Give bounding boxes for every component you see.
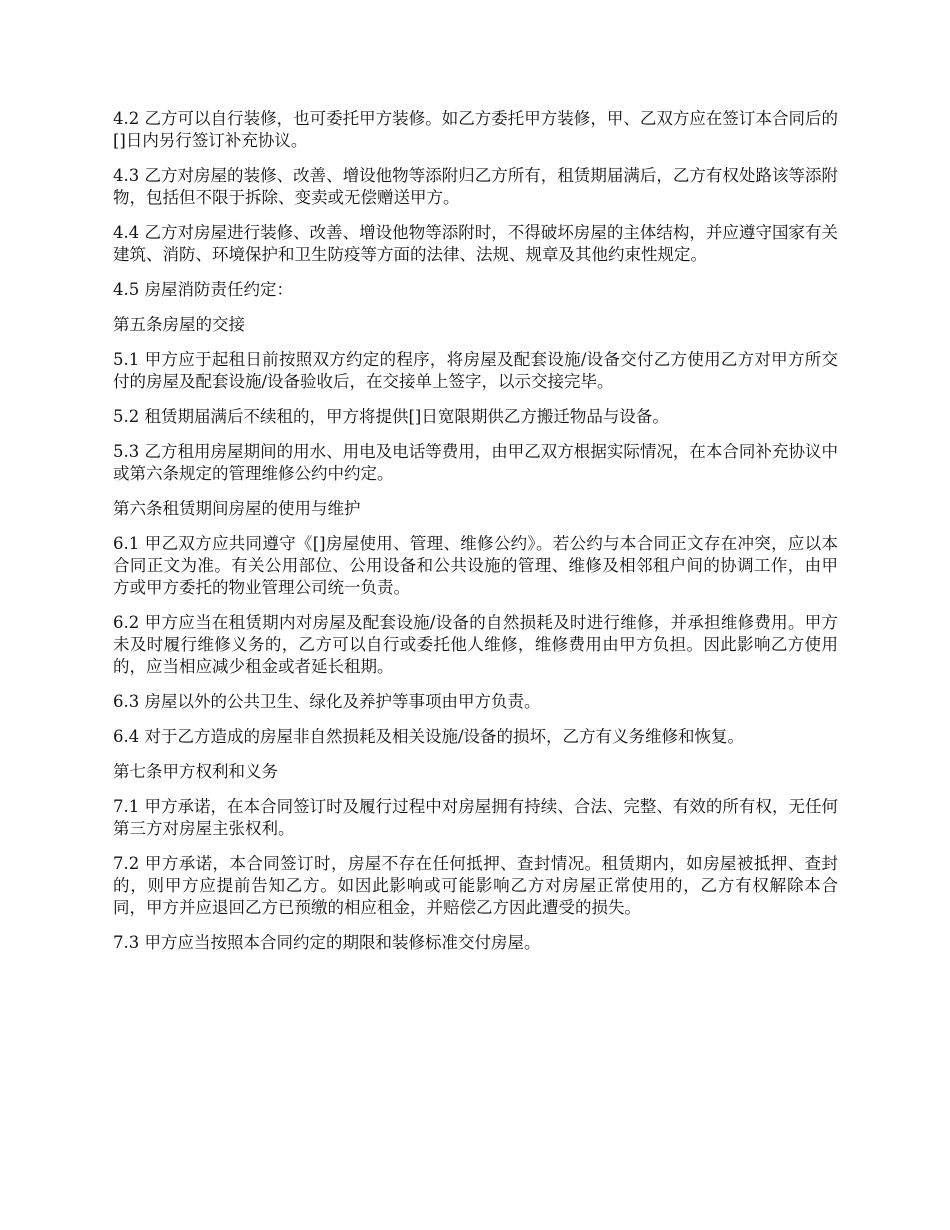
clause-5-2: 5.2 租赁期届满后不续租的，甲方将提供[]日宽限期供乙方搬迁物品与设备。 xyxy=(113,407,669,426)
clause-6-3: 6.3 房屋以外的公共卫生、绿化及养护等事项由甲方负责。 xyxy=(113,692,541,711)
clause-6-4: 6.4 对于乙方造成的房屋非自然损耗及相关设施/设备的损坏，乙方有义务维修和恢复。 xyxy=(113,727,745,746)
clause-4-2: 4.2 乙方可以自行装修，也可委托甲方装修。如乙方委托甲方装修，甲、乙双方应在签订本合同后的[]日内另行签订补充协议。 xyxy=(113,109,838,150)
clause-4-3: 4.3 乙方对房屋的装修、改善、增设他物等添附归乙方所有，租赁期届满后，乙方有权处路该等添附物，包括但不限于拆除、变卖或无偿赠送甲方。 xyxy=(113,166,838,207)
article-6-heading: 第六条租赁期间房屋的使用与维护 xyxy=(113,499,361,518)
clause-7-3: 7.3 甲方应当按照本合同约定的期限和装修标准交付房屋。 xyxy=(113,933,541,952)
article-7-heading: 第七条甲方权利和义务 xyxy=(113,762,278,781)
clause-4-5: 4.5 房屋消防责任约定： xyxy=(113,280,293,299)
clause-7-2: 7.2 甲方承诺，本合同签订时，房屋不存在任何抵押、查封情况。租赁期内，如房屋被抵押、查封的，则甲方应提前告知乙方。如因此影响或可能影响乙方对房屋正常使用的，乙方有权解除本合同，甲方并应退回乙方已预缴的相应租金，并赔偿乙方因此遭受的损失。 xyxy=(113,854,838,917)
clause-6-1: 6.1 甲乙双方应共同遵守《[]房屋使用、管理、维修公约》。若公约与本合同正文存在冲突，应以本合同正文为准。有关公用部位、公用设备和公共设施的管理、维修及相邻租户间的协调工作，由甲方或甲方委托的物业管理公司统一负责。 xyxy=(113,534,838,597)
document-page xyxy=(113,108,838,967)
clause-4-4: 4.4 乙方对房屋进行装修、改善、增设他物等添附时，不得破坏房屋的主体结构，并应遵守国家有关建筑、消防、环境保护和卫生防疫等方面的法律、法规、规章及其他约束性规定。 xyxy=(113,223,838,264)
clause-5-1: 5.1 甲方应于起租日前按照双方约定的程序，将房屋及配套设施/设备交付乙方使用乙方对甲方所交付的房屋及配套设施/设备验收后，在交接单上签字，以示交接完毕。 xyxy=(113,350,838,391)
clause-7-1: 7.1 甲方承诺，在本合同签订时及履行过程中对房屋拥有持续、合法、完整、有效的所有权，无任何第三方对房屋主张权利。 xyxy=(113,797,838,838)
article-5-heading: 第五条房屋的交接 xyxy=(113,315,245,334)
clause-6-2: 6.2 甲方应当在租赁期内对房屋及配套设施/设备的自然损耗及时进行维修，并承担维修费用。甲方未及时履行维修义务的，乙方可以自行或委托他人维修，维修费用由甲方负担。因此影响乙方使用的，应当相应减少租金或者延长租期。 xyxy=(113,613,838,676)
clause-5-3: 5.3 乙方租用房屋期间的用水、用电及电话等费用，由甲乙双方根据实际情况，在本合同补充协议中或第六条规定的管理维修公约中约定。 xyxy=(113,442,838,483)
